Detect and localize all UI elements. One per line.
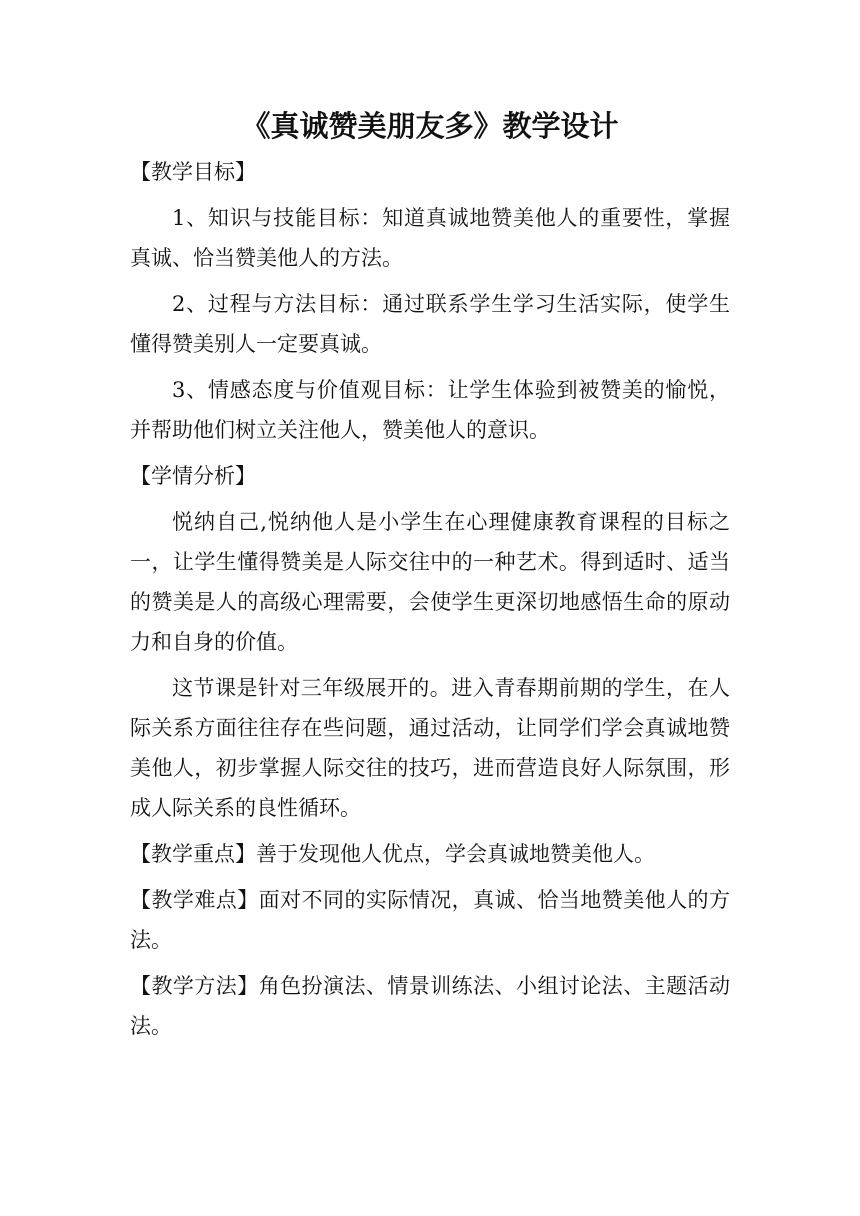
key-point-text: 面对不同的实际情况，真诚、恰当地赞美他人的方法。 — [130, 888, 731, 952]
key-point-text: 善于发现他人优点，学会真诚地赞美他人。 — [256, 842, 655, 866]
key-point-text: 角色扮演法、情景训练法、小组讨论法、主题活动法。 — [130, 974, 731, 1038]
key-point-methods — [130, 966, 730, 1046]
key-point-difficulty — [130, 880, 730, 960]
document-title: 《真诚赞美朋友多》教学设计 — [241, 109, 619, 143]
key-point-label: 【教学难点】 — [130, 888, 259, 912]
section-heading: 【学情分析】 — [130, 464, 256, 488]
objective-paragraph: 1、知识与技能目标：知道真诚地赞美他人的重要性，掌握真诚、恰当赞美他人的方法。 — [130, 206, 730, 270]
key-point-label: 【教学重点】 — [130, 842, 256, 866]
section-student-analysis — [130, 456, 730, 828]
section-heading: 【教学目标】 — [130, 160, 256, 184]
objective-paragraph: 3、情感态度与价值观目标：让学生体验到被赞美的愉悦，并帮助他们树立关注他人，赞美他人的意识。 — [130, 378, 730, 442]
document-body — [130, 100, 730, 1052]
section-teaching-objectives — [130, 152, 730, 450]
objective-paragraph: 2、过程与方法目标：通过联系学生学习生活实际，使学生懂得赞美别人一定要真诚。 — [130, 292, 730, 356]
key-point-label: 【教学方法】 — [130, 974, 259, 998]
key-point-focus — [130, 834, 730, 874]
analysis-paragraph: 悦纳自己,悦纳他人是小学生在心理健康教育课程的目标之一，让学生懂得赞美是人际交往中的一种艺术。得到适时、适当的赞美是人的高级心理需要，会使学生更深切地感悟生命的原动力和自身的价值。 — [130, 510, 730, 654]
analysis-paragraph: 这节课是针对三年级展开的。进入青春期前期的学生，在人际关系方面往往存在些问题，通过活动，让同学们学会真诚地赞美他人，初步掌握人际交往的技巧，进而营造良好人际氛围，形成人际关系的良性循环。 — [130, 676, 730, 820]
